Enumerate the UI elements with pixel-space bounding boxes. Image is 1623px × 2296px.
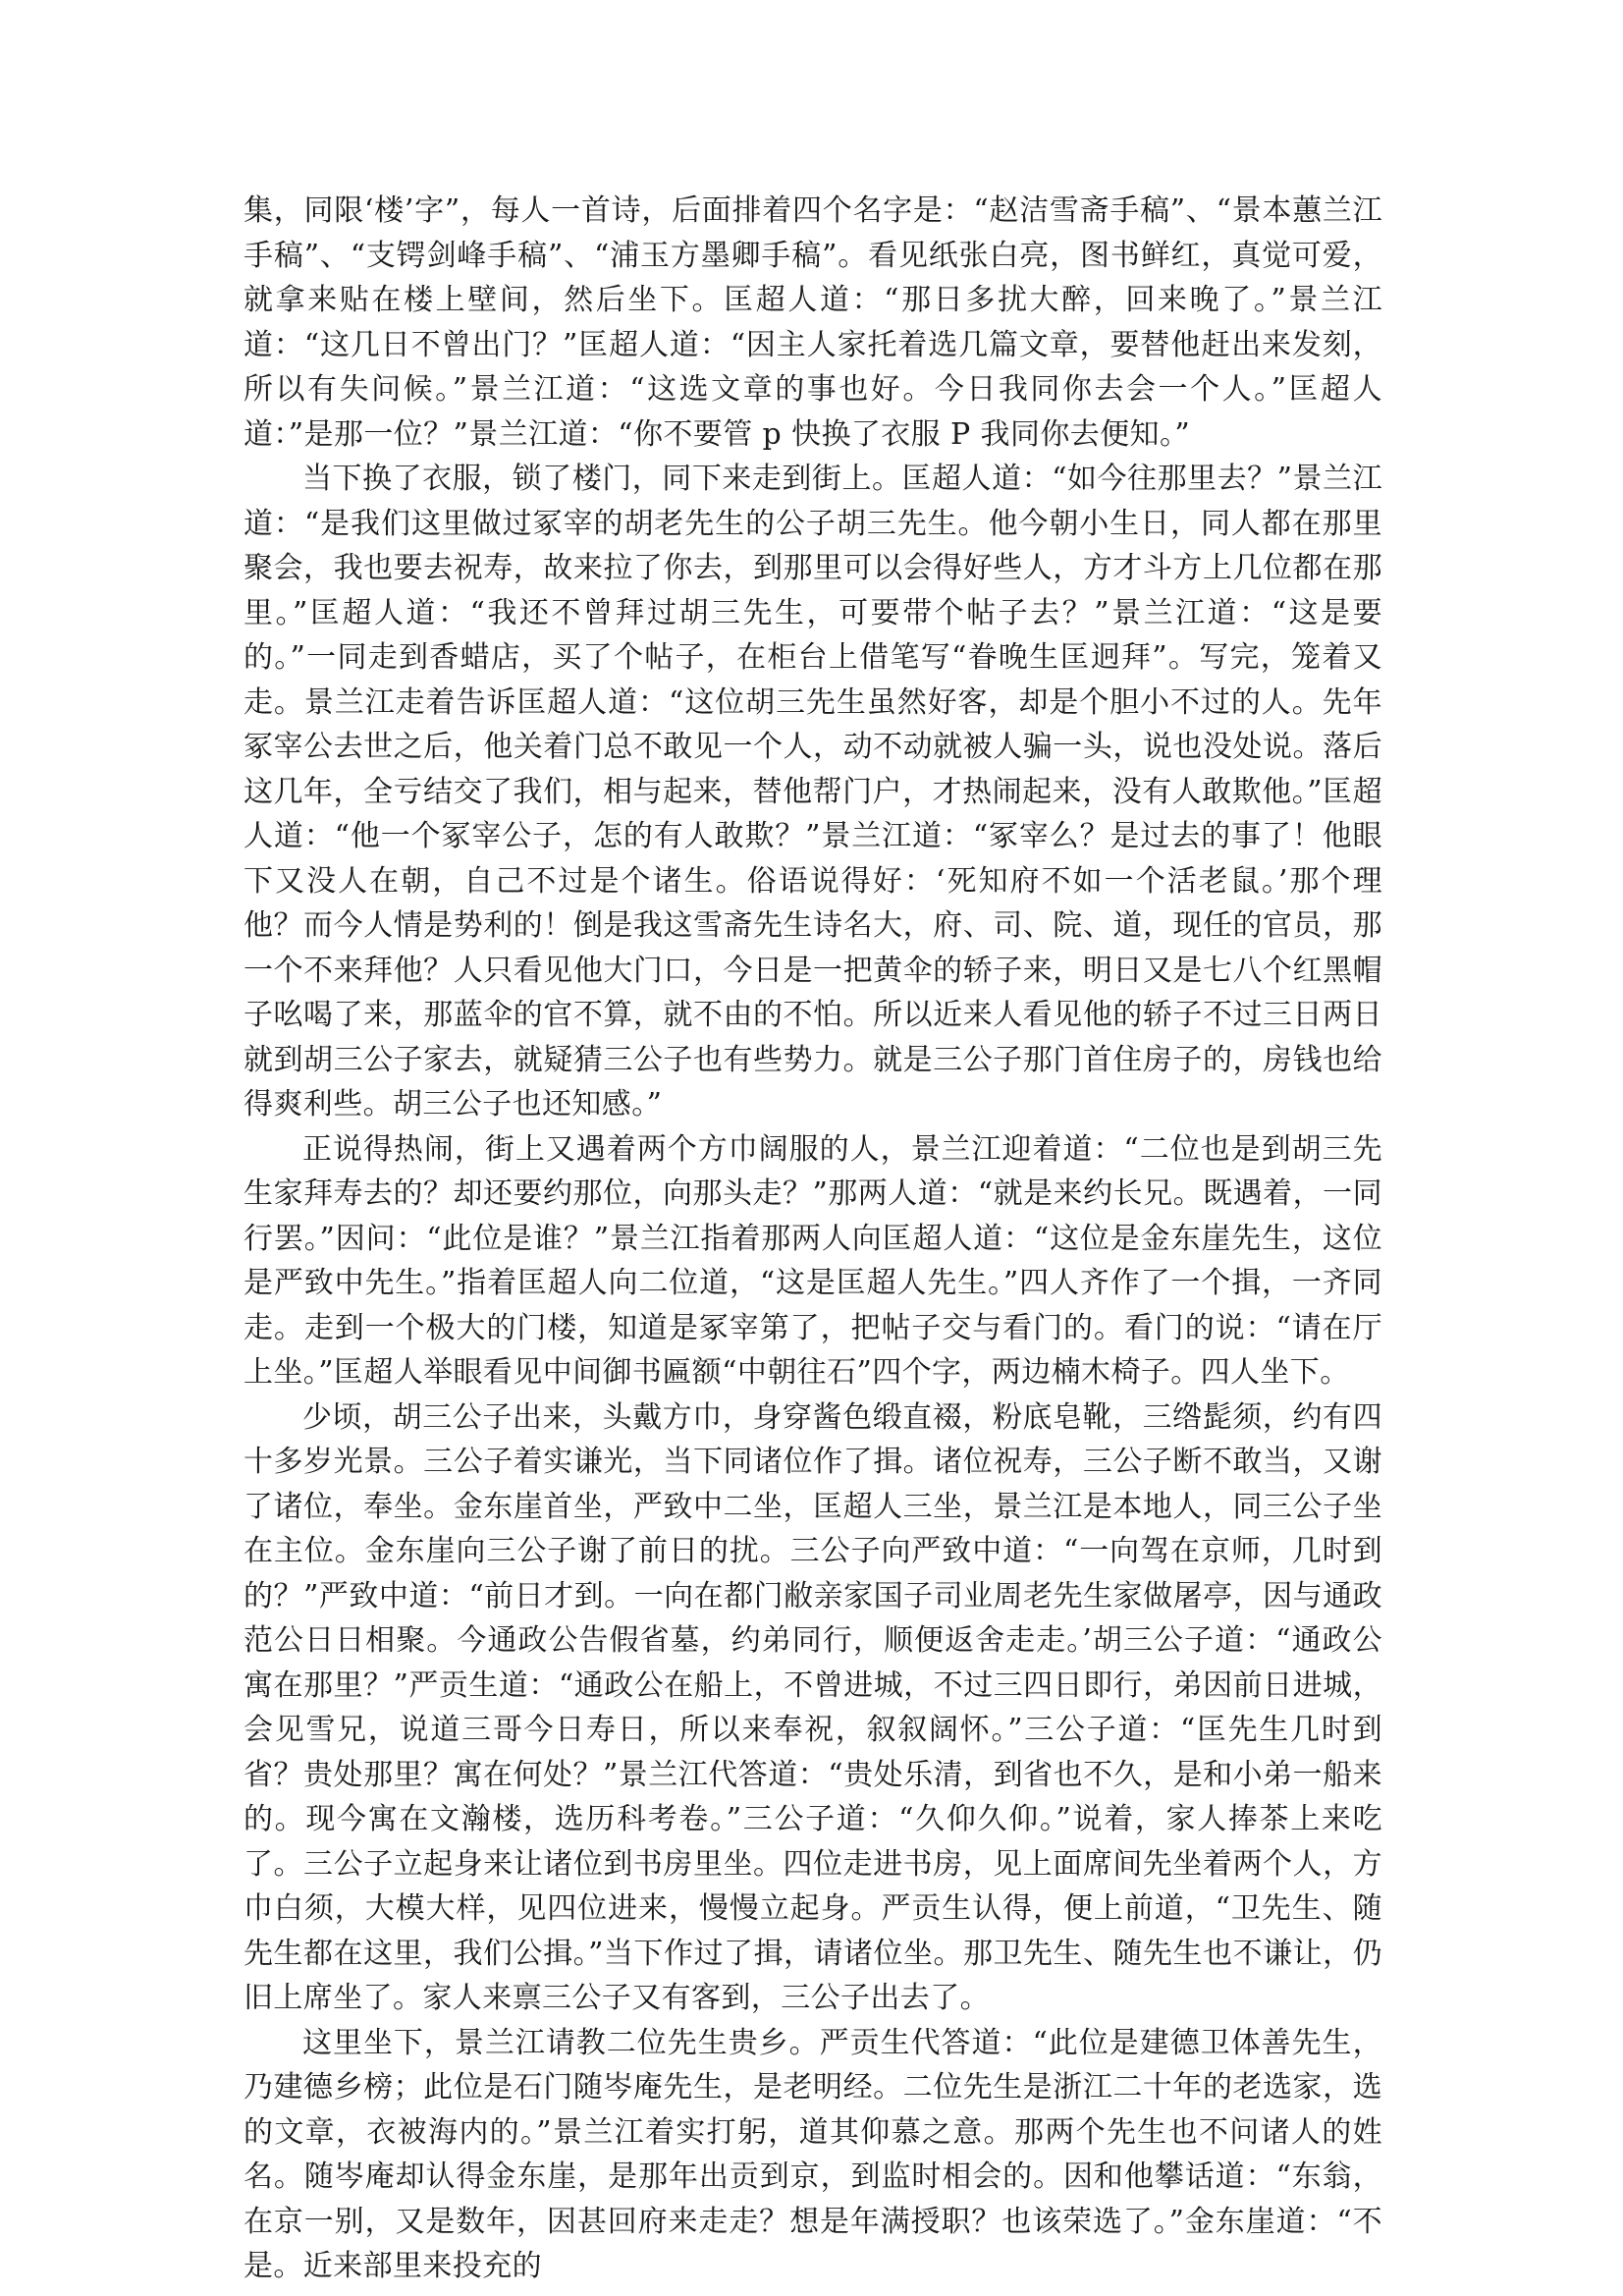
- paragraph-2: 当下换了衣服，锁了楼门，同下来走到街上。匡超人道：“如今往那里去？”景兰江道：“是我们这里做过冢宰的胡老先生的公子胡三先生。他今朝小生日，同人都在那里聚会，我也要去祝寿，故来拉了你去，到那里可以会得好些人，方才斗方上几位都在那里。”匡超人道：“我还不曾拜过胡三先生，可要带个帖子去？”景兰江道：“这是要的。”一同走到香蜡店，买了个帖子，在柜台上借笔写“眷晚生匡迥拜”。写完，笼着又走。景兰江走着告诉匡超人道：“这位胡三先生虽然好客，却是个胆小不过的人。先年冢宰公去世之后，他关着门总不敢见一个人，动不动就被人骗一头，说也没处说。落后这几年，全亏结交了我们，相与起来，替他帮门户，才热闹起来，没有人敢欺他。”匡超人道：“他一个冢宰公子，怎的有人敢欺？”景兰江道：“冢宰么？是过去的事了！他眼下又没人在朝，自己不过是个诸生。俗语说得好：‘死知府不如一个活老鼠。’那个理他？而今人情是势利的！倒是我这雪斋先生诗名大，府、司、院、道，现任的官员，那一个不来拜他？人只看见他大门口，今日是一把黄伞的轿子来，明日又是七八个红黑帽子吆喝了来，那蓝伞的官不算，就不由的不怕。所以近来人看见他的轿子不过三日两日就到胡三公子家去，就疑猜三公子也有些势力。就是三公子那门首住房子的，房钱也给得爽利些。胡三公子也还知感。”: [243, 462, 1383, 1121]
- paragraph-1: 集，同限‘楼’字”，每人一首诗，后面排着四个名字是：“赵洁雪斋手稿”、“景本蕙兰江手稿”、“支锷剑峰手稿”、“浦玉方墨卿手稿”。看见纸张白亮，图书鲜红，真觉可爱，就拿来贴在楼上壁间，然后坐下。匡超人道：“那日多扰大醉，回来晚了。”景兰江道：“这几日不曾出门？”匡超人道：“因主人家托着选几篇文章，要替他赶出来发刻，所以有失问候。”景兰江道：“这选文章的事也好。今日我同你去会一个人。”匡超人道：”是那一位？”景兰江道：“你不要管 p 快换了衣服 P 我同你去便知。”: [243, 193, 1382, 452]
- body-text: [243, 189, 1382, 2289]
- paragraph-4: 少顷，胡三公子出来，头戴方巾，身穿酱色缎直裰，粉底皂靴，三绺髭须，约有四十多岁光景。三公子着实谦光，当下同诸位作了揖。诸位祝寿，三公子断不敢当，又谢了诸位，奉坐。金东崖首坐，严致中二坐，匡超人三坐，景兰江是本地人，同三公子坐在主位。金东崖向三公子谢了前日的扰。三公子向严致中道：“一向驾在京师，几时到的？”严致中道：“前日才到。一向在都门敝亲家国子司业周老先生家做屠亭，因与通政范公日日相聚。今通政公告假省墓，约弟同行，顺便返舍走走。’胡三公子道：“通政公寓在那里？”严贡生道：“通政公在船上，不曾进城，不过三四日即行，弟因前日进城，会见雪兄，说道三哥今日寿日，所以来奉祝，叙叙阔怀。”三公子道：“匡先生几时到省？贵处那里？寓在何处？”景兰江代答道：“贵处乐清，到省也不久，是和小弟一船来的。现今寓在文瀚楼，选历科考卷。”三公子道：“久仰久仰。”说着，家人捧茶上来吃了。三公子立起身来让诸位到书房里坐。四位走进书房，见上面席间先坐着两个人，方巾白须，大模大样，见四位进来，慢慢立起身。严贡生认得，便上前道，“卫先生、随先生都在这里，我们公揖。”当下作过了揖，请诸位坐。那卫先生、随先生也不谦让，仍旧上席坐了。家人来禀三公子又有客到，三公子出去了。: [243, 1399, 1382, 2015]
- paragraph-3: 正说得热闹，街上又遇着两个方巾阔服的人，景兰江迎着道：“二位也是到胡三先生家拜寿去的？却还要约那位，向那头走？”那两人道：“就是来约长兄。既遇着，一同行罢。”因问：“此位是谁？”景兰江指着那两人向匡超人道：“这位是金东崖先生，这位是严致中先生。”指着匡超人向二位道，“这是匡超人先生。”四人齐作了一个揖，一齐同走。走到一个极大的门楼，知道是冢宰第了，把帖子交与看门的。看门的说：“请在厅上坐。”匡超人举眼看见中间御书匾额“中朝往石”四个字，两边楠木椅子。四人坐下。: [243, 1131, 1382, 1390]
- paragraph-5: 这里坐下，景兰江请教二位先生贵乡。严贡生代答道：“此位是建德卫体善先生，乃建德乡榜；此位是石门随岑庵先生，是老明经。二位先生是浙江二十年的老选家，选的文章，衣被海内的。”景兰江着实打躬，道其仰慕之意。那两个先生也不问诸人的姓名。随岑庵却认得金东崖，是那年出贡到京，到监时相会的。因和他攀话道：“东翁，在京一别，又是数年，因甚回府来走走？想是年满授职？也该荣选了。”金东崖道：“不是。近来部里来投充的: [243, 2025, 1382, 2283]
